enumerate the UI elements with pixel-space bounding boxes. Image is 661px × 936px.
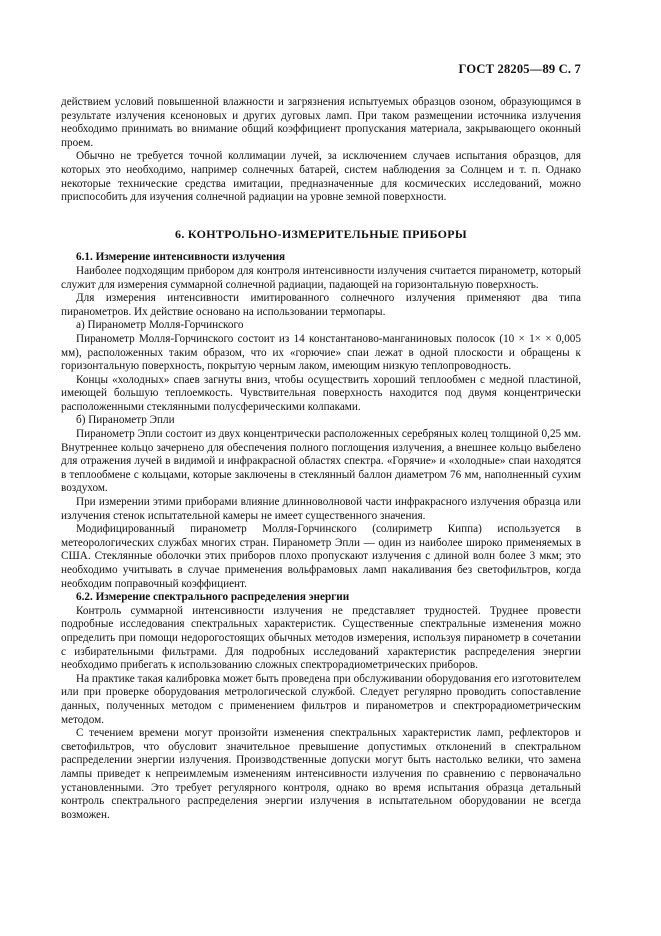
- section-title: 6. КОНТРОЛЬНО-ИЗМЕРИТЕЛЬНЫЕ ПРИБОРЫ: [175, 226, 467, 241]
- paragraph: Концы «холодных» спаев загнуты вниз, чтобы осуществить хороший теплообмен с медной пластиной, имеющей большую теплоемкость. Чувствительная поверхность находится под двумя концентрически расположенными стеклянными полусферическими колпаками.: [61, 373, 581, 413]
- paragraph: Пиранометр Эпли состоит из двух концентрически расположенных серебряных колец толщиной 0,25 мм. Внутреннее кольцо зачернено для обеспечения полного поглощения излучения, а внешнее кольцо выбелено для отражения лучей в видимой и инфракрасной областях спектра. «Горячие» и «холодные» спаи находятся в теплообмене с кольцами, которые заключены в стеклянный баллон диаметром 76 мм, наполненный сухим воздухом.: [61, 428, 581, 495]
- paragraph: Обычно не требуется точной коллимации лучей, за исключением случаев испытания образцов, для которых это необходимо, например солнечных батарей, систем наблюдения за Солнцем и т. п. Однако некоторые технические средства имитации, предназначенные для космических исследований, можно приспособить для изучения солнечной радиации на уровне земной поверхности.: [61, 150, 581, 204]
- paragraph: Наиболее подходящим прибором для контроля интенсивности излучения считается пиранометр, который служит для измерения суммарной солнечной радиации, падающей на горизонтальную поверхность.: [61, 264, 581, 291]
- list-item-b: б) Пиранометр Эпли: [76, 414, 175, 427]
- paragraph: При измерении этими приборами влияние длинноволновой части инфракрасного излучения образца или излучения стенок испытательной камеры не имеет существенного значения.: [61, 496, 581, 522]
- paragraph: Контроль суммарной интенсивности излучения не представляет трудностей. Труднее провести подробные исследования спектральных характеристик. Существенные спектральные изменения можно определить при помощи недорогостоящих обычных методов измерения, используя пиранометр в сочетании с избирательными фильтрами. Для подробных исследований характеристик распределения энергии необходимо прибегать к использованию сложных спектрорадиометрических приборов.: [61, 604, 581, 672]
- paragraph: Для измерения интенсивности имитированного солнечного излучения применяют два типа пиранометров. Их действие основано на использовании термопары.: [61, 292, 581, 318]
- paragraph: Модифицированный пиранометр Молля-Горчинского (солириметр Киппа) используется в метеорологических службах многих стран. Пиранометр Эпли — один из наиболее широко применяемых в США. Стеклянные оболочки этих приборов плохо пропускают излучения с длиной волн более 3 мкм; это необходимо учитывать в случае применения вольфрамовых ламп накаливания без светофильтров, когда необходим поправочный коэффициент.: [61, 523, 581, 590]
- subsection-heading-6-1: 6.1. Измерение интенсивности излучения: [76, 251, 286, 264]
- page-content: [61, 96, 581, 822]
- paragraph: На практике такая калибровка может быть проведена при обслуживании оборудования его изготовителем или при проверке оборудования метрологической службой. Следует регулярно проводить сопоставление данных, полученных методом с применением фильтров и пиранометров и спектрорадиометрическим методом.: [61, 672, 581, 726]
- paragraph: С течением времени могут произойти изменения спектральных характеристик ламп, рефлекторов и светофильтров, что обусловит значительное превышение допустимых отклонений в спектральном распределении энергии излучения. Производственные допуски могут быть настолько велики, что замена лампы приведет к непреимлемым изменениям интенсивности излучения по сравнению с первоначально установленными. Это требует регулярного контроля, однако во время испытания образца детальный контроль спектрального распределения энергии излучения в испытательном оборудовании не всегда возможен.: [61, 727, 581, 821]
- paragraph-continued: действием условий повышенной влажности и загрязнения испытуемых образцов озоном, образующимся в результате излучения ксеноновых и других дуговых ламп. При таком размещении источника излучения необходимо принимать во внимание общий коэффициент пропускания материала, закрывающего оконный проем.: [61, 96, 581, 149]
- list-item-a: а) Пиранометр Молля-Горчинского: [76, 319, 244, 332]
- paragraph: Пиранометр Молля-Горчинского состоит из 14 константаново-манганиновых полосок (10 × 1× × 0,005 мм), расположенных таким образом, что их «горючие» спаи лежат в одной плоскости и обращены к горизонтальную поверхность, покрытую черным лаком, имеющим низкую теплопроводность.: [61, 332, 581, 373]
- running-head: ГОСТ 28205—89 С. 7: [458, 62, 581, 76]
- subsection-heading-6-2: 6.2. Измерение спектрального распределения энергии: [76, 591, 350, 604]
